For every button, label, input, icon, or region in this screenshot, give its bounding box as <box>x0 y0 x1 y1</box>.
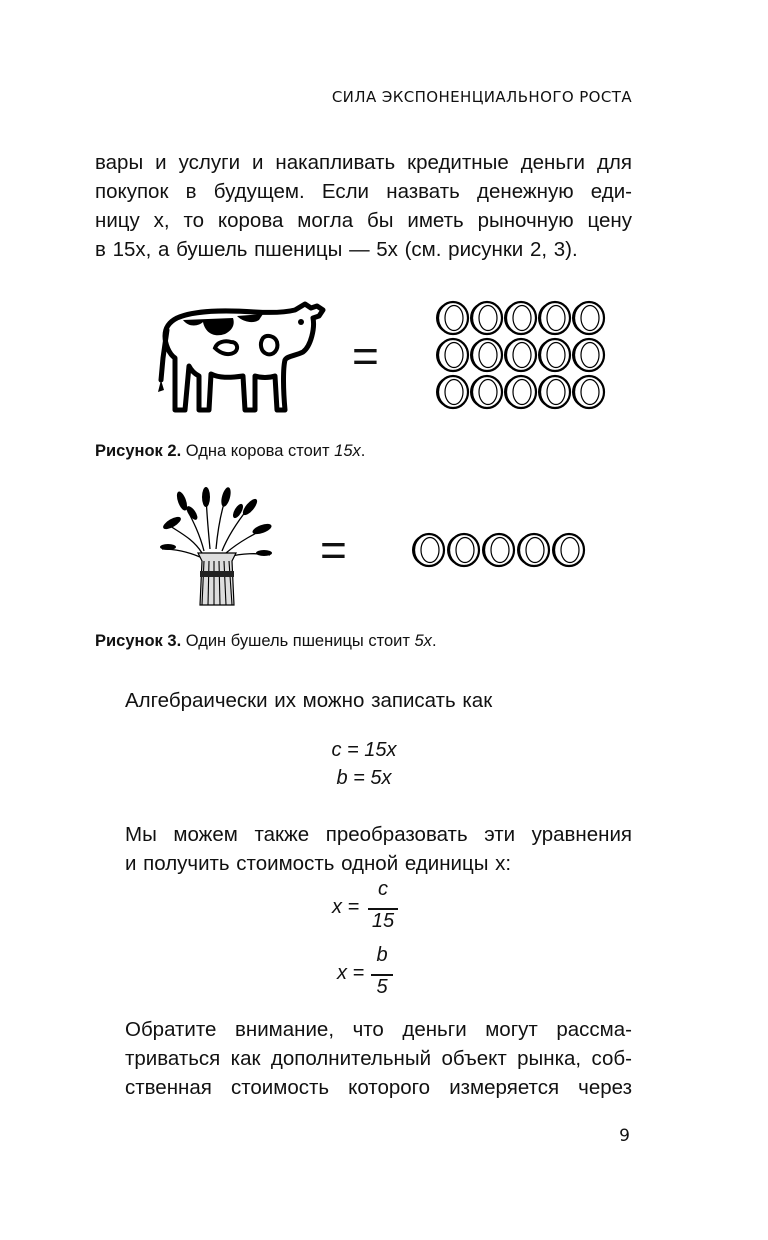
caption-end: . <box>360 442 366 460</box>
coin-icon <box>412 534 444 566</box>
fraction-numerator: b <box>376 944 388 966</box>
coin-icon <box>552 534 584 566</box>
text-line: вары и услуги и накапливать кредитные деньги для <box>95 151 632 174</box>
coin-grid-15 <box>436 300 608 412</box>
coin-icon <box>517 534 549 566</box>
coin-icon <box>504 376 536 408</box>
coin-row-5 <box>412 531 588 571</box>
fraction-x-c <box>332 878 402 938</box>
coin-icon <box>436 302 468 334</box>
caption-label: Рисунок 3. <box>95 632 182 650</box>
caption-text: Одна корова стоит <box>181 442 335 460</box>
coin-icon <box>572 376 604 408</box>
equals-sign: = <box>352 330 379 382</box>
fraction-numerator: c <box>378 878 388 900</box>
coin-icon <box>538 339 570 371</box>
figure-3-caption <box>95 632 437 651</box>
equation-c: c = 15x <box>331 739 397 761</box>
text-line: Алгебраически их можно записать как <box>125 689 493 712</box>
coin-icon <box>436 339 468 371</box>
coin-icon <box>482 534 514 566</box>
transform-paragraph <box>95 820 632 878</box>
figure-2-caption <box>95 442 365 461</box>
coin-icon <box>504 339 536 371</box>
caption-value: 5x <box>414 632 432 650</box>
cow-illustration <box>155 298 330 418</box>
equation-b: b = 5x <box>336 767 392 789</box>
text-line: в 15x, а бушель пшеницы — 5x (см. рисунки 2, 3). <box>95 238 578 261</box>
text-line: Мы можем также преобразовать эти уравнения <box>125 823 632 846</box>
caption-end: . <box>431 632 437 650</box>
coin-icon <box>470 339 502 371</box>
intro-paragraph <box>95 148 632 264</box>
fraction-denominator: 15 <box>371 910 395 932</box>
wheat-sheaf-illustration <box>162 487 272 607</box>
fraction-lhs: x = <box>337 962 365 984</box>
coin-icon <box>436 376 468 408</box>
coin-icon <box>572 339 604 371</box>
equals-sign: = <box>320 524 347 576</box>
fraction-denominator: 5 <box>376 976 388 998</box>
text-line: покупок в будущем. Если назвать денежную еди- <box>95 180 632 203</box>
coin-icon <box>470 376 502 408</box>
coin-icon <box>447 534 479 566</box>
text-line: ницу x, то корова могла бы иметь рыночную цену <box>95 209 632 232</box>
closing-paragraph <box>95 1015 632 1102</box>
algebra-intro <box>95 686 632 715</box>
text-line: Обратите внимание, что деньги могут рассма- <box>125 1018 632 1041</box>
coin-icon <box>470 302 502 334</box>
page-number: 9 <box>619 1126 630 1146</box>
coin-icon <box>572 302 604 334</box>
fraction-x-b <box>337 944 397 1004</box>
text-line: триваться как дополнительный объект рынка, соб- <box>125 1047 632 1070</box>
caption-value: 15x <box>334 442 361 460</box>
running-head: СИЛА ЭКСПОНЕНЦИАЛЬНОГО РОСТА <box>331 88 632 106</box>
text-line: ственная стоимость которого измеряется через <box>125 1076 632 1099</box>
coin-icon <box>538 302 570 334</box>
fraction-lhs: x = <box>332 896 360 918</box>
caption-label: Рисунок 2. <box>95 442 182 460</box>
caption-text: Один бушель пшеницы стоит <box>181 632 415 650</box>
coin-icon <box>504 302 536 334</box>
coin-icon <box>538 376 570 408</box>
text-line: и получить стоимость одной единицы x: <box>125 852 512 875</box>
